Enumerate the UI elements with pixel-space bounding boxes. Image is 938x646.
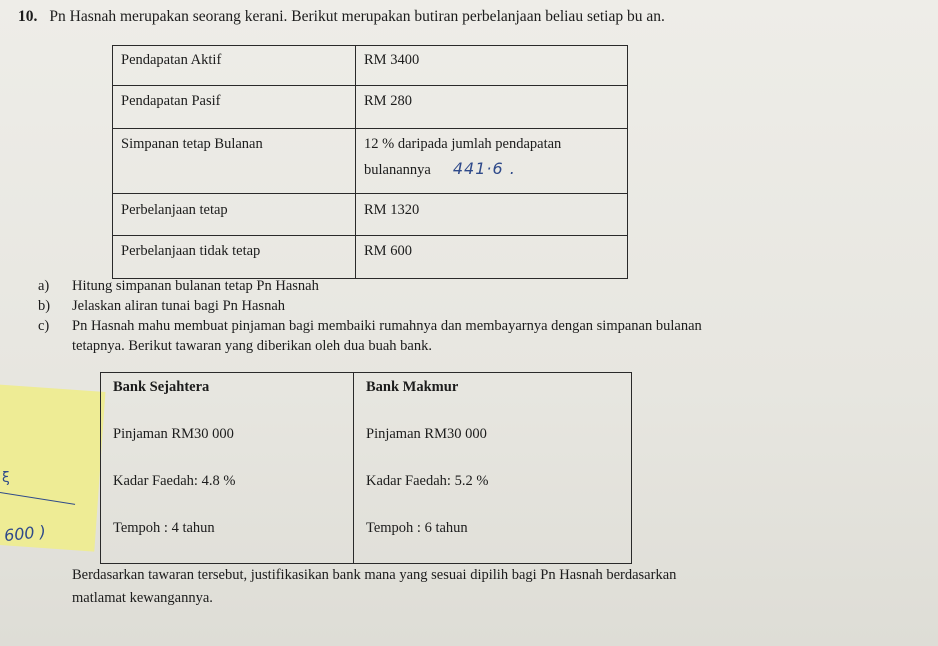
- row-value-cell: [356, 129, 628, 194]
- row-label: Perbelanjaan tetap: [113, 194, 356, 236]
- item-text: Pn Hasnah mahu membuat pinjaman bagi membaiki rumahnya dan membayarnya dengan simpanan bulanan: [72, 318, 702, 334]
- cell: Kadar Faedah: 4.8 %: [101, 467, 354, 514]
- row-value: RM 1320: [356, 194, 628, 236]
- row-value-continued: [364, 159, 619, 179]
- cell: Pinjaman RM30 000: [354, 420, 632, 467]
- item-label: c): [38, 318, 50, 334]
- cell: Tempoh : 6 tahun: [354, 514, 632, 564]
- table-row: [101, 514, 632, 564]
- table-row: [113, 46, 628, 86]
- table-row: [113, 86, 628, 129]
- header-bank-sejahtera: Bank Sejahtera: [101, 373, 354, 421]
- question-heading: [18, 8, 665, 26]
- cell: Tempoh : 4 tahun: [101, 514, 354, 564]
- row-value: RM 3400: [356, 46, 628, 86]
- bank-offer-table: [100, 372, 632, 564]
- sticky-note-handwriting: 600 ): [3, 521, 47, 546]
- question-number: 10.: [18, 8, 38, 25]
- question-text: Pn Hasnah merupakan seorang kerani. Berikut merupakan butiran perbelanjaan beliau setiap bu an.: [49, 8, 665, 25]
- row-label: Pendapatan Pasif: [113, 86, 356, 129]
- item-text: Jelaskan aliran tunai bagi Pn Hasnah: [72, 298, 286, 314]
- row-label: Simpanan tetap Bulanan: [113, 129, 356, 194]
- handwritten-answer: 441·6 .: [452, 159, 516, 178]
- cell: Kadar Faedah: 5.2 %: [354, 467, 632, 514]
- row-value-line2: bulanannya: [364, 162, 431, 178]
- item-a: [38, 278, 319, 295]
- table-row: [101, 467, 632, 514]
- cell: Pinjaman RM30 000: [101, 420, 354, 467]
- item-label: b): [38, 298, 51, 314]
- expense-table: [112, 45, 628, 279]
- row-label: Pendapatan Aktif: [113, 46, 356, 86]
- item-label: a): [38, 278, 50, 294]
- table-row: [113, 194, 628, 236]
- row-label: Perbelanjaan tidak tetap: [113, 236, 356, 279]
- item-text: Hitung simpanan bulanan tetap Pn Hasnah: [72, 278, 319, 294]
- item-c: [38, 318, 702, 335]
- row-value: RM 600: [356, 236, 628, 279]
- closing-line-1: Berdasarkan tawaran tersebut, justifikasikan bank mana yang sesuai dipilih bagi Pn Hasnah berdasarkan: [72, 567, 677, 583]
- sticky-note-mark: ξ: [2, 470, 10, 486]
- table-row: [113, 129, 628, 194]
- row-value: RM 280: [356, 86, 628, 129]
- table-row: [101, 420, 632, 467]
- header-bank-makmur: Bank Makmur: [354, 373, 632, 421]
- closing-line-2: matlamat kewangannya.: [72, 590, 213, 606]
- table-header-row: [101, 373, 632, 421]
- table-row: [113, 236, 628, 279]
- row-value: 12 % daripada jumlah pendapatan: [364, 136, 562, 152]
- item-c-continued: tetapnya. Berikut tawaran yang diberikan oleh dua buah bank.: [72, 338, 432, 354]
- item-b: [38, 298, 285, 315]
